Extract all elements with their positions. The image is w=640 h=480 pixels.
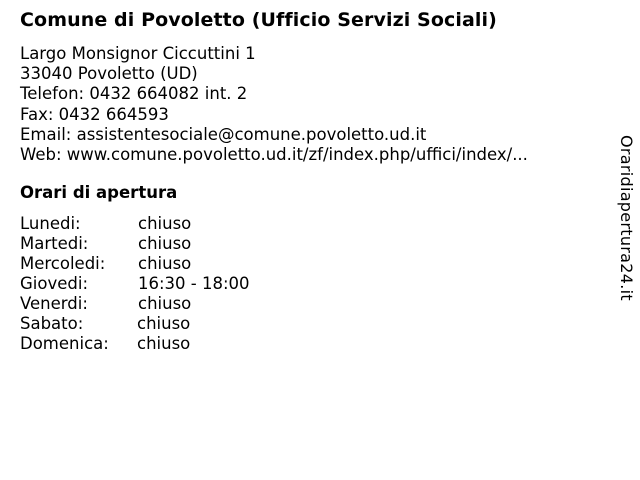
- day-label: Domenica:: [20, 334, 109, 353]
- hours-value: chiuso: [138, 254, 192, 273]
- hours-value: chiuso: [138, 234, 192, 253]
- site-watermark: Oraridiapertura24.it: [617, 135, 636, 301]
- day-label: Mercoledi:: [20, 254, 106, 273]
- address-street: Largo Monsignor Ciccuttini 1: [20, 44, 256, 63]
- hours-value: chiuso: [137, 334, 191, 353]
- hours-value: chiuso: [137, 314, 191, 333]
- day-label: Sabato:: [20, 314, 84, 333]
- fax-line: Fax: 0432 664593: [20, 104, 169, 124]
- day-label: Giovedi:: [20, 274, 88, 293]
- address-city: 33040 Povoletto (UD): [20, 64, 198, 84]
- hours-value: 16:30 - 18:00: [138, 274, 250, 293]
- phone-line: Telefon: 0432 664082 int. 2: [20, 84, 248, 104]
- contact-block: [20, 44, 528, 165]
- day-label: Lunedi:: [20, 214, 81, 233]
- day-label: Venerdi:: [20, 294, 88, 313]
- office-title: Comune di Povoletto (Ufficio Servizi Sociali): [20, 9, 497, 31]
- web-line: Web: www.comune.povoletto.ud.it/zf/index.php/uffici/index/...: [20, 144, 528, 164]
- opening-hours-heading: Orari di apertura: [20, 183, 178, 202]
- hours-value: chiuso: [138, 294, 192, 313]
- hours-value: chiuso: [138, 214, 192, 233]
- email-line: Email: assistentesociale@comune.povoletto.ud.it: [20, 124, 427, 144]
- day-label: Martedi:: [20, 234, 89, 253]
